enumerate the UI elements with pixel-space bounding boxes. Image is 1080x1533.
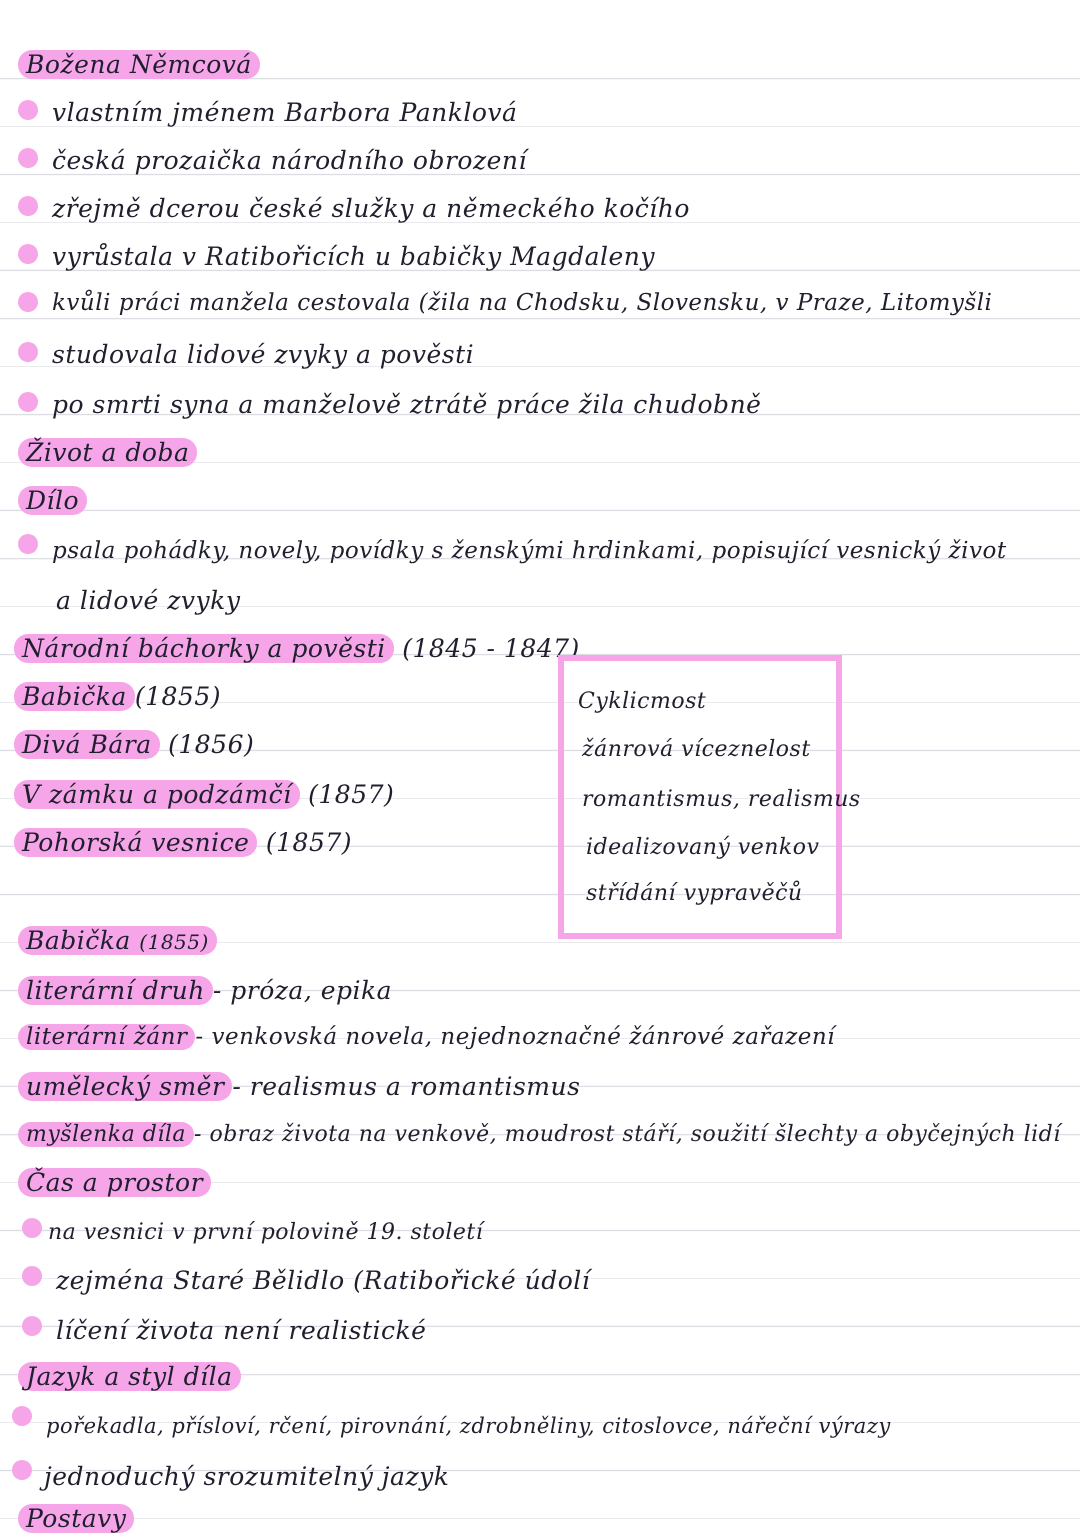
characters-heading: Postavy	[18, 1504, 134, 1533]
bullet-dot	[18, 292, 38, 312]
work-entry	[14, 634, 580, 663]
bullet-dot	[18, 148, 38, 168]
info-row	[18, 1072, 580, 1101]
work-entry	[14, 828, 352, 857]
info-label: umělecký směr	[18, 1072, 232, 1101]
bullet-dot	[18, 342, 38, 362]
bio-item: vlastním jménem Barbora Panklová	[52, 98, 518, 127]
info-value: - obraz života na venkově, moudrost stáří, soužití šlechty a obyčejných lidí	[194, 1122, 1061, 1147]
info-label: literární druh	[18, 976, 213, 1005]
bullet-dot	[18, 244, 38, 264]
work-year: (1845 - 1847)	[402, 634, 580, 663]
work-entry	[14, 682, 221, 711]
box-item: střídání vypravěčů	[586, 881, 803, 906]
bio-item: po smrti syna a manželově ztrátě práce žila chudobně	[52, 390, 762, 419]
info-row	[18, 976, 392, 1005]
bullet-dot	[22, 1218, 42, 1238]
time-heading: Čas a prostor	[18, 1168, 211, 1197]
language-heading: Jazyk a styl díla	[18, 1362, 241, 1391]
work-entry	[14, 780, 394, 809]
life-heading: Život a doba	[18, 438, 197, 467]
bio-item: kvůli práci manžela cestovala (žila na Chodsku, Slovensku, v Praze, Litomyšli	[52, 290, 993, 316]
work-year: (1856)	[168, 730, 255, 759]
info-row	[18, 1024, 835, 1050]
work-year: (1855)	[134, 682, 221, 711]
bullet-dot	[22, 1316, 42, 1336]
work-entry	[14, 730, 254, 759]
box-item: Cyklicmost	[578, 689, 707, 714]
work-year: (1857)	[265, 828, 353, 857]
author-heading: Božena Němcová	[18, 50, 260, 79]
work-year: (1857)	[308, 780, 395, 809]
bullet-dot	[12, 1406, 32, 1426]
work-text: psala pohádky, novely, povídky s ženskými hrdinkami, popisující vesnický život	[52, 538, 1007, 564]
features-box	[558, 655, 861, 939]
time-item: na vesnici v první polovině 19. století	[48, 1220, 484, 1245]
info-label: literární žánr	[18, 1024, 195, 1050]
language-item: jednoduchý srozumitelný jazyk	[44, 1462, 450, 1491]
box-item: idealizovaný venkov	[586, 835, 820, 860]
bullet-dot	[18, 100, 38, 120]
bullet-dot	[22, 1266, 42, 1286]
bullet-dot	[12, 1460, 32, 1480]
work-title: V zámku a podzámčí	[14, 780, 300, 809]
bio-item: studovala lidové zvyky a pověsti	[52, 340, 475, 369]
bio-item: zřejmě dcerou české služky a německého kočího	[52, 194, 690, 223]
info-value: - realismus a romantismus	[232, 1072, 581, 1101]
info-row	[18, 1122, 1061, 1147]
bio-item: česká prozaička národního obrození	[52, 146, 528, 175]
work-title: Babička	[14, 682, 135, 711]
work-title: Národní báchorky a pověsti	[14, 634, 394, 663]
info-label: myšlenka díla	[18, 1122, 194, 1147]
work-text-continued: a lidové zvyky	[56, 586, 241, 615]
time-item: zejména Staré Bělidlo (Ratibořické údolí	[56, 1266, 591, 1295]
info-value: - próza, epika	[212, 976, 393, 1005]
time-item: líčení života není realistické	[56, 1316, 427, 1345]
bullet-dot	[18, 392, 38, 412]
work-title: Divá Bára	[14, 730, 160, 759]
work-title: Pohorská vesnice	[14, 828, 257, 857]
bullet-dot	[18, 534, 38, 554]
info-value: - venkovská novela, nejednoznačné žánrové zařazení	[195, 1024, 836, 1050]
bullet-dot	[18, 196, 38, 216]
bio-item: vyrůstala v Ratibořicích u babičky Magdaleny	[52, 242, 655, 271]
work-heading: Dílo	[18, 486, 87, 515]
babicka-heading: Babička (1855)	[18, 926, 217, 955]
box-item: romantismus, realismus	[582, 787, 861, 812]
language-item: pořekadla, přísloví, rčení, pirovnání, zdrobněliny, citoslovce, nářeční výrazy	[46, 1414, 891, 1438]
box-item: žánrová víceznelost	[582, 737, 811, 762]
